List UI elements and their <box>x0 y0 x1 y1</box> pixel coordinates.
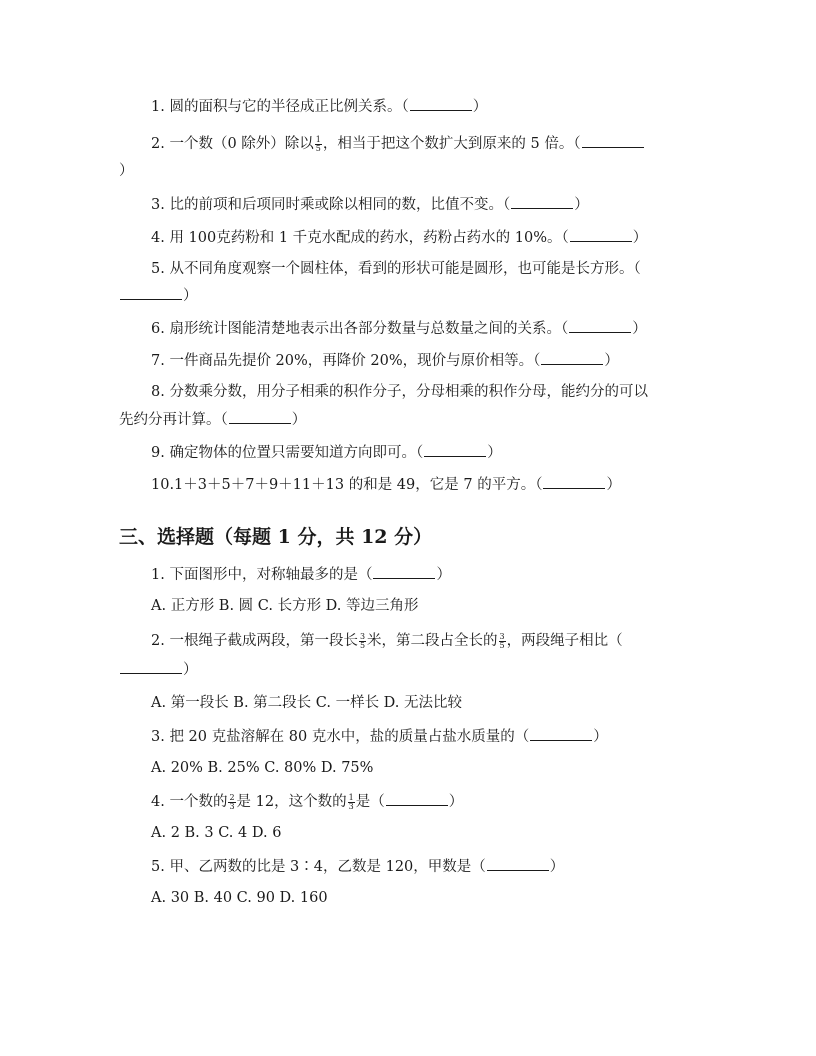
judgement-item-6: 6. 扇形统计图能清楚地表示出各部分数量与总数量之间的关系。（ ） <box>151 318 711 339</box>
judgement-item-2: 2. 一个数（0 除外）除以 $\frac{1}{5}$ ，相当于把这个数扩大到原来的 5 倍。（ <box>151 133 711 154</box>
choice-options-5: A. 30 B. 40 C. 90 D. 160 <box>151 890 328 906</box>
choice-question-1: 1. 下面图形中，对称轴最多的是（ ） <box>151 564 711 585</box>
choice-options-1: A. 正方形 B. 圆 C. 长方形 D. 等边三角形 <box>151 598 419 614</box>
answer-blank[interactable] <box>511 194 573 209</box>
answer-blank[interactable] <box>424 442 486 457</box>
choice-question-2: 2. 一根绳子截成两段，第一段长 $\frac{3}{5}$ 米，第二段占全长的 $\frac{3}{5}$ ，两段绳子相比（ <box>151 631 623 650</box>
fraction: $\frac{1}{5}$ <box>315 134 321 153</box>
section-heading: 三、选择题（每题 1 分，共 12 分） <box>119 526 433 548</box>
answer-blank[interactable] <box>569 318 631 333</box>
answer-blank[interactable] <box>487 856 549 871</box>
answer-blank[interactable] <box>229 409 291 424</box>
answer-blank[interactable] <box>543 474 605 489</box>
judgement-item-7: 7. 一件商品先提价 20%，再降价 20%，现价与原价相等。（ ） <box>151 350 711 371</box>
judgement-item-8-cont: 先约分再计算。（ ） <box>119 409 719 430</box>
choice-question-4: 4. 一个数的 $\frac{2}{3}$ 是 12，这个数的 $\frac{1}{3}$ 是（ ） <box>151 792 464 811</box>
answer-blank[interactable] <box>373 564 435 579</box>
answer-blank[interactable] <box>386 791 448 806</box>
item-text: 1. 圆的面积与它的半径成正比例关系。 <box>151 99 402 115</box>
judgement-item-5-cont: ） <box>119 285 719 306</box>
judgement-item-10: 10.1＋3＋5＋7＋9＋11＋13 的和是 49，它是 7 的平方。（ ） <box>151 474 711 495</box>
fraction: $\frac{3}{5}$ <box>359 631 366 650</box>
choice-options-4: A. 2 B. 3 C. 4 D. 6 <box>151 825 282 841</box>
answer-blank[interactable] <box>120 285 182 300</box>
judgement-item-9: 9. 确定物体的位置只需要知道方向即可。（ ） <box>151 442 711 463</box>
judgement-item-1: 1. 圆的面积与它的半径成正比例关系。（ ） <box>151 96 711 117</box>
fraction: $\frac{2}{3}$ <box>229 792 235 811</box>
answer-blank[interactable] <box>530 726 592 741</box>
judgement-item-8: 8. 分数乘分数，用分子相乘的积作分子，分母相乘的积作分母，能约分的可以 <box>151 384 648 400</box>
answer-blank[interactable] <box>570 227 632 242</box>
answer-blank[interactable] <box>410 96 472 111</box>
judgement-item-3: 3. 比的前项和后项同时乘或除以相同的数，比值不变。（ ） <box>151 194 711 215</box>
choice-options-3: A. 20% B. 25% C. 80% D. 75% <box>151 760 374 776</box>
fraction: $\frac{1}{3}$ <box>348 792 354 811</box>
choice-question-5: 5. 甲、乙两数的比是 3∶4，乙数是 120，甲数是（ ） <box>151 856 711 877</box>
choice-options-2: A. 第一段长 B. 第二段长 C. 一样长 D. 无法比较 <box>151 695 463 711</box>
answer-blank[interactable] <box>582 133 644 148</box>
choice-question-2-cont: ） <box>119 659 719 680</box>
judgement-item-4: 4. 用 100克药粉和 1 千克水配成的药水，药粉占药水的 10%。（ ） <box>151 227 711 248</box>
answer-blank[interactable] <box>120 659 182 674</box>
judgement-item-5: 5. 从不同角度观察一个圆柱体，看到的形状可能是圆形，也可能是长方形。（ <box>151 261 641 277</box>
choice-question-3: 3. 把 20 克盐溶解在 80 克水中，盐的质量占盐水质量的（ ） <box>151 726 711 747</box>
judgement-item-2-cont: ） <box>119 163 134 179</box>
fraction: $\frac{3}{5}$ <box>499 631 505 650</box>
answer-blank[interactable] <box>541 350 603 365</box>
